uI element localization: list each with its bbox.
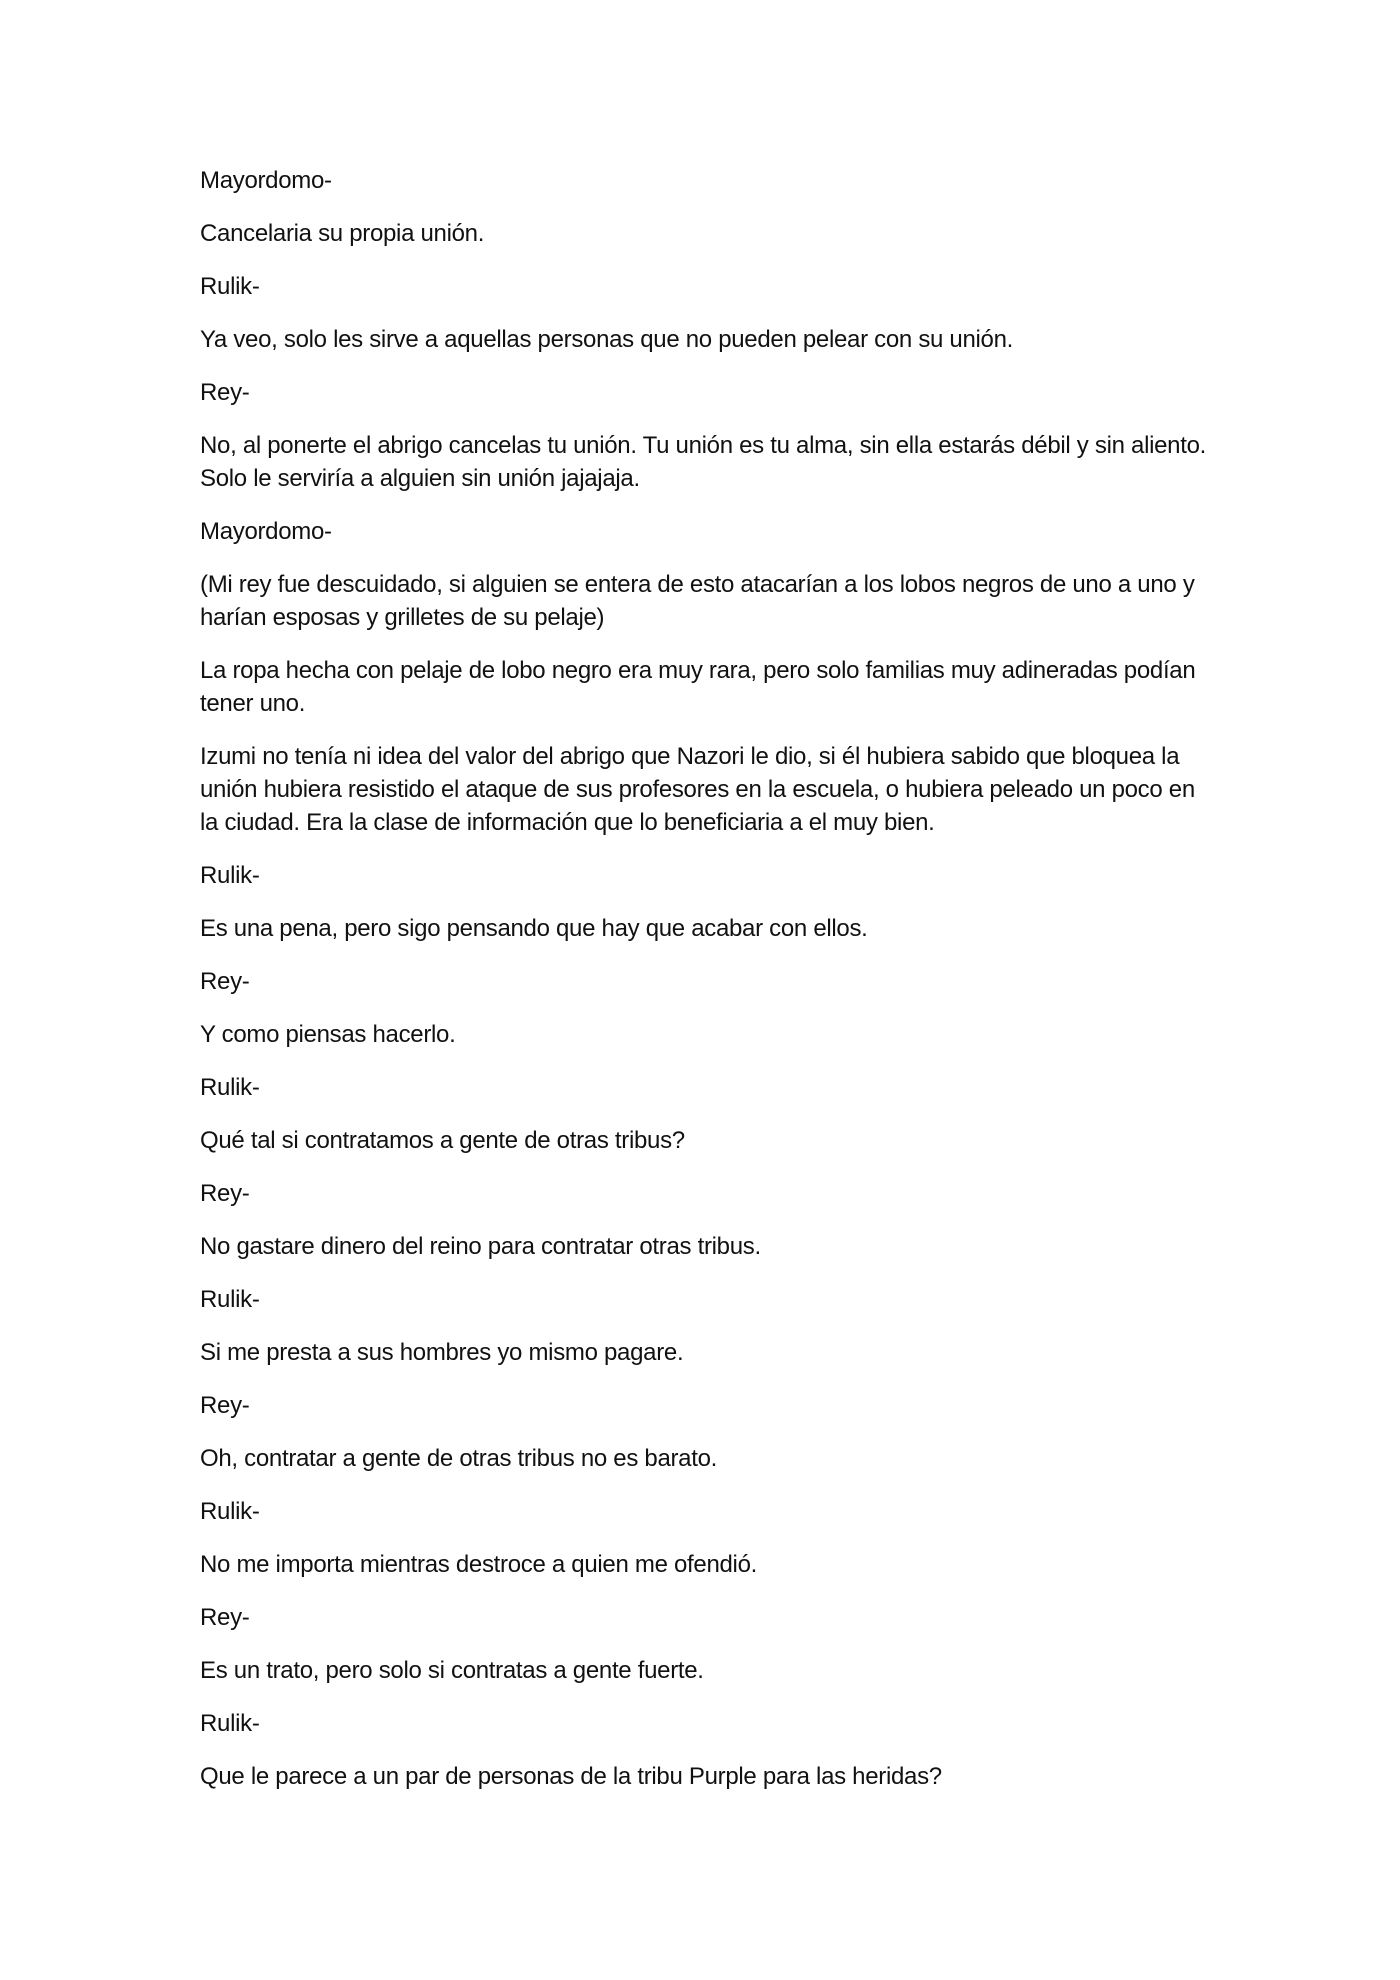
dialogue-line: Oh, contratar a gente de otras tribus no es barato. [200, 1445, 718, 1472]
dialogue-line: Que le parece a un par de personas de la tribu Purple para las heridas? [200, 1763, 942, 1790]
dialogue-line: Si me presta a sus hombres yo mismo pagare. [200, 1339, 684, 1366]
speaker-label: Rey- [200, 1392, 250, 1419]
dialogue-line: Qué tal si contratamos a gente de otras tribus? [200, 1127, 685, 1154]
speaker-label: Rulik- [200, 1074, 260, 1101]
speaker-label: Rulik- [200, 273, 260, 300]
document-body [200, 164, 1210, 1813]
speaker-label: Rey- [200, 379, 250, 406]
speaker-label: Rey- [200, 1180, 250, 1207]
speaker-label: Rulik- [200, 862, 260, 889]
dialogue-line: Y como piensas hacerlo. [200, 1021, 456, 1048]
dialogue-line: Ya veo, solo les sirve a aquellas personas que no pueden pelear con su unión. [200, 326, 1014, 353]
speaker-label: Rey- [200, 968, 250, 995]
speaker-label: Mayordomo- [200, 167, 332, 194]
speaker-label: Rey- [200, 1604, 250, 1631]
dialogue-line: Es una pena, pero sigo pensando que hay que acabar con ellos. [200, 915, 868, 942]
dialogue-line: No gastare dinero del reino para contratar otras tribus. [200, 1233, 761, 1260]
dialogue-line: Es un trato, pero solo si contratas a gente fuerte. [200, 1657, 704, 1684]
narration-paragraph: La ropa hecha con pelaje de lobo negro era muy rara, pero solo familias muy adineradas podían tener uno. [200, 657, 1196, 717]
dialogue-line: Cancelaria su propia unión. [200, 220, 485, 247]
dialogue-line: No, al ponerte el abrigo cancelas tu unión. Tu unión es tu alma, sin ella estarás débil y sin aliento. Solo le serviría a alguien sin unión jajajaja. [200, 432, 1207, 492]
narration-paragraph: Izumi no tenía ni idea del valor del abrigo que Nazori le dio, si él hubiera sabido que bloquea la unión hubiera resistido el ataque de sus profesores en la escuela, o hubiera peleado un poco en la ciudad. Era la clase de información que lo beneficiaria a el muy bien. [200, 743, 1195, 836]
speaker-label: Mayordomo- [200, 518, 332, 545]
speaker-label: Rulik- [200, 1286, 260, 1313]
speaker-label: Rulik- [200, 1498, 260, 1525]
dialogue-line: No me importa mientras destroce a quien me ofendió. [200, 1551, 757, 1578]
dialogue-line: (Mi rey fue descuidado, si alguien se entera de esto atacarían a los lobos negros de uno a uno y harían esposas y grilletes de su pelaje) [200, 571, 1195, 631]
speaker-label: Rulik- [200, 1710, 260, 1737]
